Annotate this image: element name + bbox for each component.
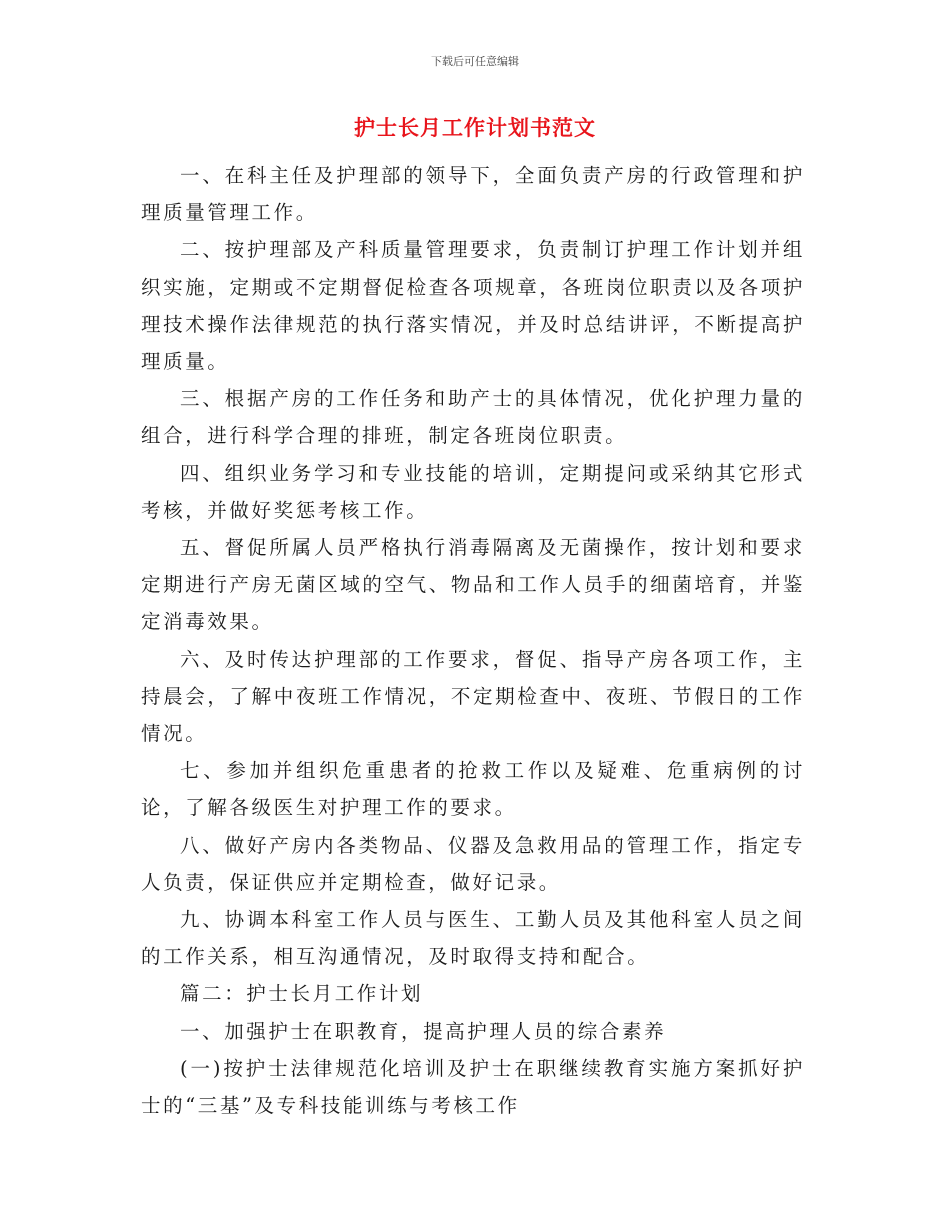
section-heading: 篇二：护士长月工作计划 xyxy=(180,982,424,1006)
paragraph: 二、按护理部及产科质量管理要求，负责制订护理工作计划并组织实施，定期或不定期督促检查各项规章，各班岗位职责以及各项护理技术操作法律规范的执行落实情况，并及时总结讲评，不断提高护理质量。 xyxy=(141,238,805,374)
header-note: 下载后可任意编辑 xyxy=(431,55,519,68)
paragraph: (一)按护士法律规范化培训及护士在职继续教育实施方案抓好护士的“三基”及专科技能训练与考核工作 xyxy=(141,1056,805,1118)
paragraph: 五、督促所属人员严格执行消毒隔离及无菌操作，按计划和要求定期进行产房无菌区域的空气、物品和工作人员手的细菌培育，并鉴定消毒效果。 xyxy=(141,536,805,634)
paragraph: 一、在科主任及护理部的领导下，全面负责产房的行政管理和护理质量管理工作。 xyxy=(141,164,805,225)
paragraph: 八、做好产房内各类物品、仪器及急救用品的管理工作，指定专人负责，保证供应并定期检查，做好记录。 xyxy=(141,833,805,894)
paragraph: 三、根据产房的工作任务和助产士的具体情况，优化护理力量的组合，进行科学合理的排班，制定各班岗位职责。 xyxy=(141,387,805,448)
document-body xyxy=(141,157,805,1124)
paragraph: 四、组织业务学习和专业技能的培训，定期提问或采纳其它形式考核，并做好奖惩考核工作。 xyxy=(141,461,805,522)
document-title: 护士长月工作计划书范文 xyxy=(354,116,596,140)
paragraph: 一、加强护士在职教育，提高护理人员的综合素养 xyxy=(180,1019,667,1043)
paragraph: 七、参加并组织危重患者的抢救工作以及疑难、危重病例的讨论，了解各级医生对护理工作的要求。 xyxy=(141,759,805,820)
paragraph: 九、协调本科室工作人员与医生、工勤人员及其他科室人员之间的工作关系，相互沟通情况，及时取得支持和配合。 xyxy=(141,908,805,969)
paragraph: 六、及时传达护理部的工作要求，督促、指导产房各项工作，主持晨会，了解中夜班工作情况，不定期检查中、夜班、节假日的工作情况。 xyxy=(141,647,805,746)
